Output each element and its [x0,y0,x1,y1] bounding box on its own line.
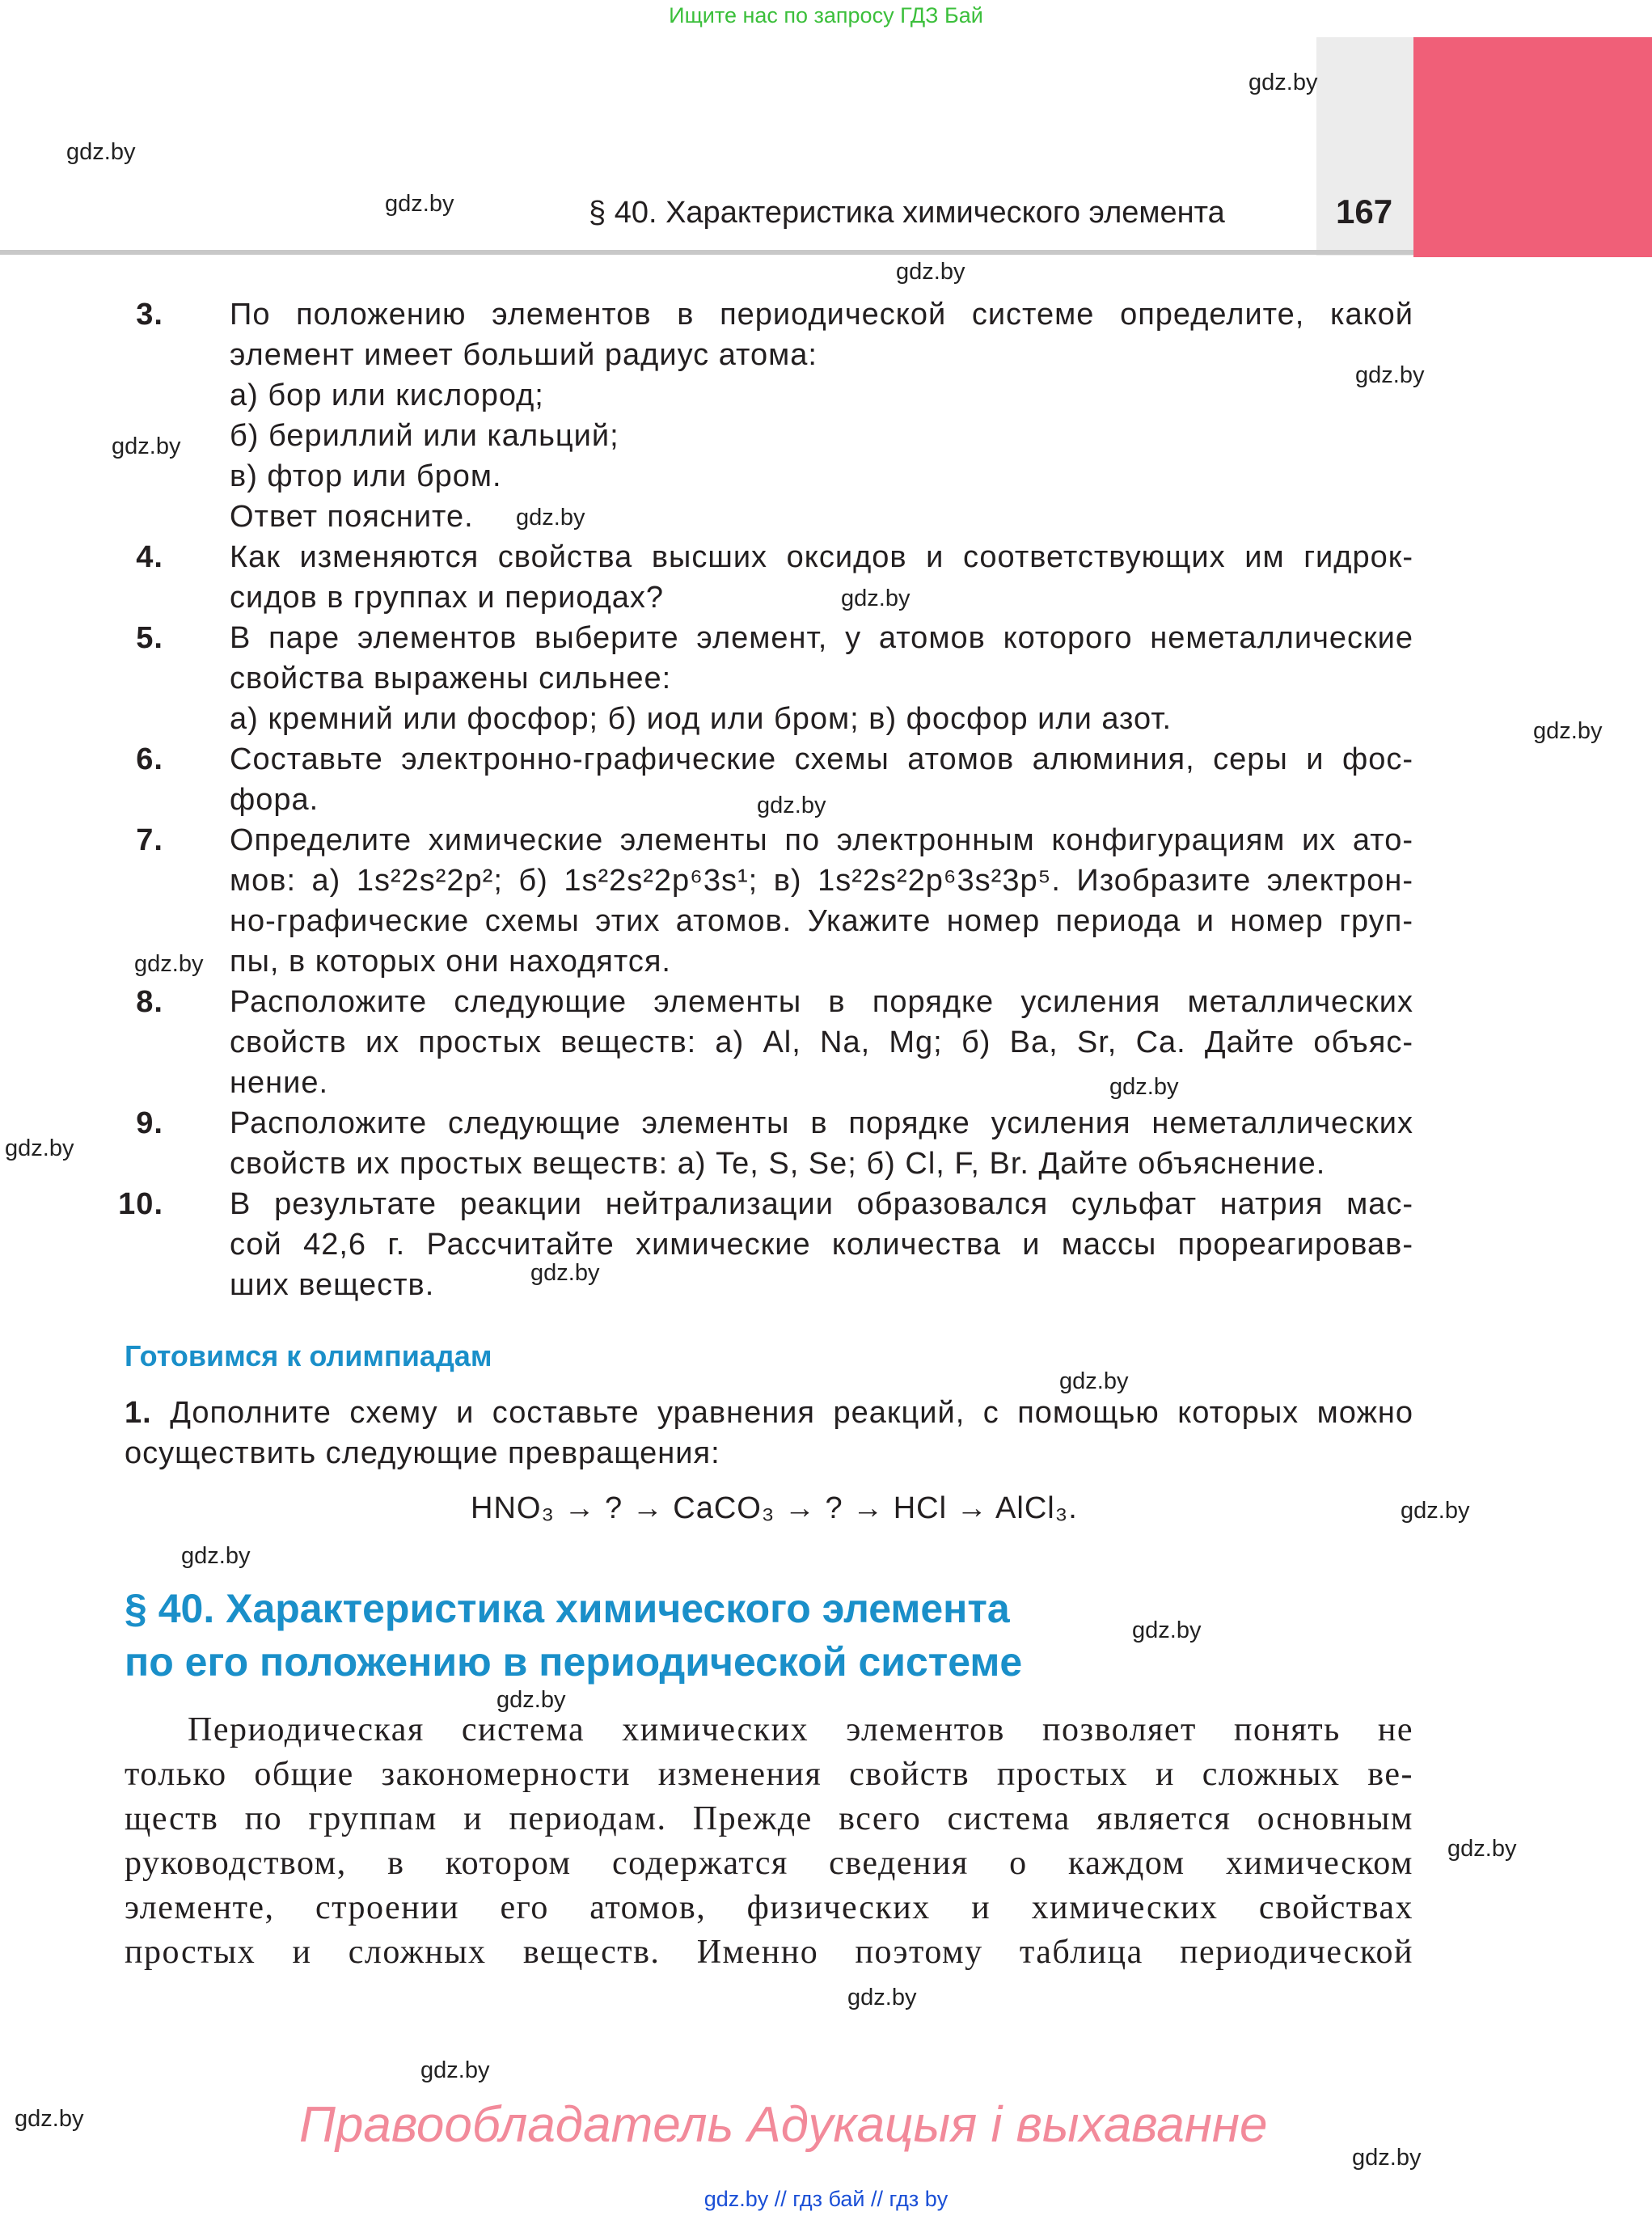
question-line: а) бор или кислород; [230,378,544,412]
section-title-line: § 40. Характеристика химического элемента [125,1586,1010,1631]
watermark: gdz.by [496,1687,566,1713]
section-title [125,1582,1022,1689]
question-line: фора. [230,783,319,817]
question-line: Расположите следующие элементы в порядке усиления неметаллических [230,1106,1413,1140]
question-line: мов: а) 1s²2s²2p²; б) 1s²2s²2p⁶3s¹; в) 1s²2s²2p⁶3s²3p⁵. Изобразите электрон- [230,864,1413,898]
question-line: но-графические схемы этих атомов. Укажите номер периода и номер груп- [230,904,1413,938]
watermark: gdz.by [1249,70,1318,95]
watermark: gdz.by [134,951,204,977]
paragraph-line: руководством, в котором содержатся сведения о каждом химическом [125,1845,1413,1882]
question-line: ших веществ. [230,1268,435,1302]
question-line: б) бериллий или кальций; [230,419,619,453]
watermark: gdz.by [15,2106,84,2132]
question-line: По положению элементов в периодической системе определите, какой [230,298,1413,332]
watermark: gdz.by [1109,1074,1179,1100]
question-line: В паре элементов выберите элемент, у атомов которого неметаллические [230,621,1413,655]
transformation-scheme: HNO₃ → ? → CaCO₃ → ? → HCl → AlCl₃. [471,1491,1078,1525]
watermark: gdz.by [847,1985,917,2010]
watermark: gdz.by [1352,2145,1422,2171]
watermark: gdz.by [420,2057,490,2083]
olympiad-task-line: Дополните схему и составьте уравнения реакций, с помощью которых можно [170,1396,1413,1430]
olympiad-heading: Готовимся к олимпиадам [125,1339,492,1372]
watermark: gdz.by [112,433,181,459]
watermark: gdz.by [385,191,454,217]
chapter-color-tab [1413,37,1652,257]
page-number: 167 [1336,192,1393,230]
watermark: gdz.by [66,139,136,165]
bottom-links[interactable]: gdz.by // гдз бай // гдз by [703,2187,949,2211]
paragraph-line: ществ по группам и периодам. Прежде всего система является основным [125,1800,1413,1837]
question-line: а) кремний или фосфор; б) иод или бром; в) фосфор или азот. [230,702,1172,736]
paragraph-line: только общие закономерности изменения свойств простых и сложных ве- [125,1756,1413,1793]
olympiad-task-line: осуществить следующие превращения: [125,1436,720,1470]
question-line: нение. [230,1066,329,1100]
question-number: 10. [118,1187,163,1221]
question-line: Как изменяются свойства высших оксидов и соответствующих им гидрок- [230,540,1413,574]
question-line: свойств их простых веществ: а) Te, S, Se; б) Cl, F, Br. Дайте объяснение. [230,1147,1326,1181]
question-number: 3. [136,298,163,332]
question-line: свойства выражены сильнее: [230,662,672,696]
question-line: В результате реакции нейтрализации образовался сульфат натрия мас- [230,1187,1413,1221]
watermark: gdz.by [1059,1368,1129,1394]
question-number: 5. [136,621,163,655]
paragraph-line: элементе, строении его атомов, физических и химических свойствах [125,1889,1413,1926]
question-number: 4. [136,540,163,574]
question-number: 7. [136,823,163,857]
watermark: gdz.by [1401,1498,1470,1524]
section-title-line: по его положению в периодической системе [125,1639,1023,1685]
watermark: gdz.by [1355,362,1425,388]
watermark: gdz.by [5,1135,74,1161]
question-line: Расположите следующие элементы в порядке усиления металлических [230,985,1413,1019]
question-line: в) фтор или бром. [230,459,502,493]
question-number: 8. [136,985,163,1019]
section-paragraph [125,1708,1413,1975]
olympiad-task-number: 1. [125,1396,152,1430]
header-rule [0,250,1413,255]
olympiad-task [125,1393,1413,1474]
watermark: gdz.by [896,259,965,285]
watermark: gdz.by [1533,718,1603,744]
question-line: свойств их простых веществ: а) Al, Na, Mg; б) Ba, Sr, Ca. Дайте объяс- [230,1025,1413,1059]
question-line: сой 42,6 г. Рассчитайте химические количества и массы прореагировав- [230,1228,1413,1262]
question-line: Определите химические элементы по электронным конфигурациям их ато- [230,823,1413,857]
watermark: gdz.by [757,793,826,818]
top-banner[interactable]: Ищите нас по запросу ГДЗ Бай [669,3,983,27]
running-header-title: § 40. Характеристика химического элемента [589,196,1225,230]
paragraph-line: Периодическая система химических элементов позволяет понять не [188,1711,1413,1748]
watermark: gdz.by [1447,1836,1517,1862]
paragraph-line: простых и сложных веществ. Именно поэтому таблица периодической [125,1934,1413,1971]
watermark: gdz.by [181,1543,251,1569]
copyright-notice: Правообладатель Адукацыя і выхаванне [299,2097,1268,2153]
watermark: gdz.by [841,586,911,611]
question-line: Составьте электронно-графические схемы атомов алюминия, серы и фос- [230,742,1413,776]
question-line: пы, в которых они находятся. [230,945,671,979]
watermark: gdz.by [530,1260,600,1286]
watermark: gdz.by [1132,1617,1202,1643]
question-line: элемент имеет больший радиус атома: [230,338,818,372]
question-number: 9. [136,1106,163,1140]
question-line: Ответ поясните. [230,500,474,534]
question-line: сидов в группах и периодах? [230,581,665,615]
question-number: 6. [136,742,163,776]
watermark: gdz.by [516,505,585,531]
